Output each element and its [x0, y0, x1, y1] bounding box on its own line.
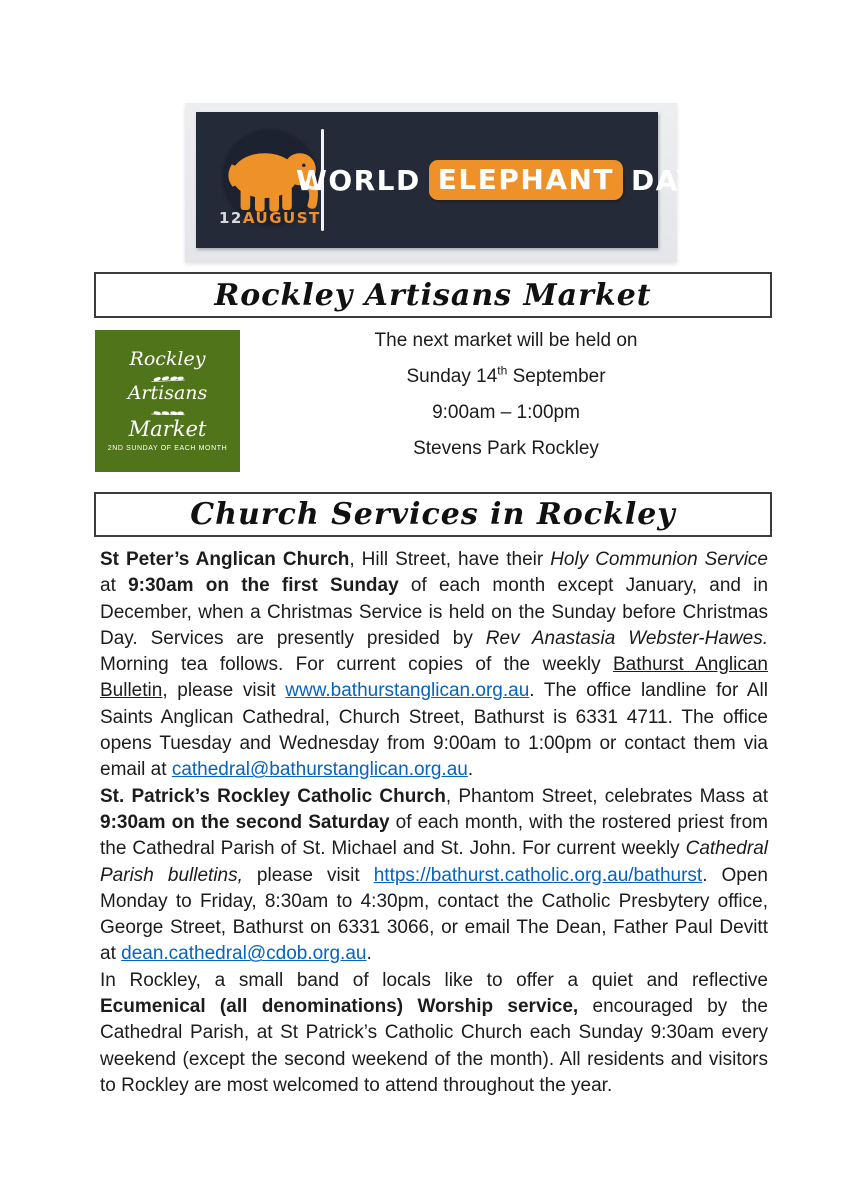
market-detail-location: Stevens Park Rockley — [413, 438, 599, 459]
leaf-ornament-icon — [148, 406, 188, 416]
banner-date-month: AUGUST — [242, 209, 321, 227]
hyperlink[interactable]: https://bathurst.catholic.org.au/bathurst — [373, 864, 703, 886]
text-run: 9:30am on the first Sunday — [128, 575, 399, 597]
text-run: . — [366, 943, 372, 965]
banner-word-world: WORLD — [295, 163, 421, 197]
market-detail-line: The next market will be held on — [374, 330, 638, 351]
text-run: of each month except January, and in December, when a Christmas Service is held on the Sunday before Christmas Day. Services are presently presided by — [100, 575, 769, 649]
text-run: . The office landline for All Saints Anglican Cathedral, Church Street, Bathurst is 6331 4711. The office opens Tuesday and Wednesday from 9:00am to 1:00pm or contact them via email at — [100, 680, 768, 781]
text-run: Rev Anastasia Webster-Hawes. — [485, 627, 768, 649]
text-run: Ecumenical (all denominations) Worship service, — [100, 996, 579, 1018]
text-run: Morning tea follows. For current copies of the weekly — [100, 654, 613, 676]
logo-tagline: 2ND SUNDAY OF EACH MONTH — [107, 444, 228, 452]
banner-date — [219, 209, 321, 227]
text-run: please visit — [242, 864, 374, 886]
banner-title — [295, 112, 699, 248]
rockley-artisans-market-logo — [95, 330, 240, 472]
market-details — [240, 331, 772, 475]
text-run: encouraged by the Cathedral Parish, at St Patrick’s Catholic Church each Sunday 9:30am every weekend (except the second weekend of the month). All residents and visitors to Rockley are most welcomed to attend throughout the year. — [100, 996, 768, 1096]
text-run: 9:30am on the second Saturday — [100, 811, 390, 833]
logo-word-market: Market — [128, 416, 207, 441]
hyperlink[interactable]: www.bathurstanglican.org.au — [285, 680, 530, 702]
banner-word-elephant: ELEPHANT — [429, 160, 623, 200]
paragraph — [100, 784, 768, 968]
text-run: Bathurst Anglican Bulletin — [100, 654, 769, 702]
text-run: In Rockley, a small band of locals like to offer a quiet and reflective — [100, 969, 768, 991]
hyperlink[interactable]: dean.cathedral@cdob.org.au — [121, 943, 367, 965]
text-run: Holy Communion Service — [550, 549, 768, 570]
text-run: , please visit — [162, 680, 286, 702]
church-services-body — [100, 547, 768, 1099]
market-detail-time: 9:00am – 1:00pm — [432, 402, 580, 423]
text-run: . Open Monday to Friday, 8:30am to 4:30pm, contact the Catholic Presbytery office, George Street, Bathurst on 6331 3066, or email The Dean, Father Paul Devitt at — [100, 864, 769, 965]
text-run: at — [100, 575, 129, 597]
market-detail-date: Sunday 14th September — [406, 363, 606, 387]
market-section-heading: Rockley Artisans Market — [94, 272, 772, 318]
ordinal-suffix: th — [497, 363, 508, 378]
text-run: St Peter’s Anglican Church — [100, 549, 350, 570]
text-run: . — [467, 759, 474, 781]
leaf-ornament-icon — [148, 372, 188, 382]
world-elephant-day-banner — [185, 103, 699, 262]
text-run: , Phantom Street, celebrates Mass at — [445, 785, 769, 807]
logo-word-artisans: Artisans — [127, 381, 208, 404]
church-section-heading: Church Services in Rockley — [94, 492, 772, 537]
paragraph — [100, 968, 768, 1099]
paragraph — [100, 547, 768, 784]
banner-dark-panel — [196, 112, 699, 248]
text-run: of each month, with the rostered priest from the Cathedral Parish of St. Michael and St. John. For current weekly — [100, 811, 768, 860]
text-run: St. Patrick’s Rockley Catholic Church — [100, 785, 446, 807]
banner-word-day: DAY — [631, 163, 699, 197]
logo-word-rockley: Rockley — [129, 348, 206, 371]
text-run: Cathedral Parish bulletins, — [100, 838, 768, 886]
hyperlink[interactable]: cathedral@bathurstanglican.org.au — [171, 759, 468, 781]
text-run: , Hill Street, have their — [349, 549, 551, 570]
banner-date-number: 12 — [219, 209, 243, 227]
